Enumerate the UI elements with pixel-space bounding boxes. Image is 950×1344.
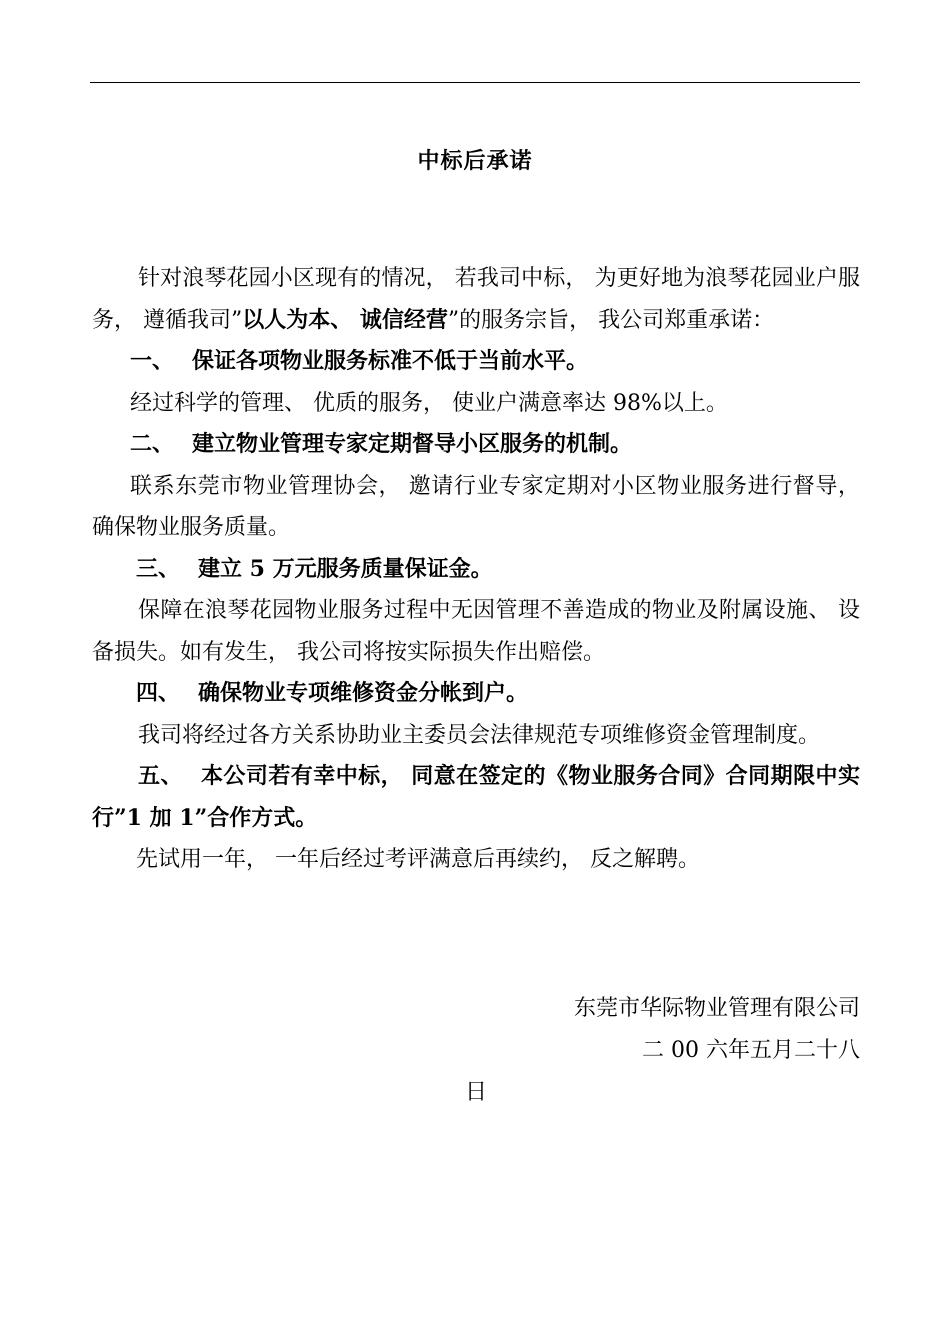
section-2-title: 建立物业管理专家定期督导小区服务的机制。 (192, 431, 633, 457)
section-5-number: 五、 (138, 763, 183, 789)
intro-motto: 以人为本、 诚信经营 (242, 306, 448, 333)
section-5-body: 先试用一年， 一年后经过考评满意后再续约， 反之解聘。 (136, 847, 700, 872)
section-1-number: 一、 (130, 348, 175, 374)
section-5-title: 本公司若有幸中标， 同意在签定的《物业服务合同》合同期限中实行”1 加 1”合作方式。 (92, 763, 860, 831)
intro-text-2: ”的服务宗旨， 我公司郑重承诺： (447, 307, 775, 333)
section-3-number: 三、 (136, 555, 181, 582)
header-rule (90, 82, 860, 83)
signature-company: 东莞市华际物业管理有限公司 (573, 996, 860, 1021)
section-4-body: 我司将经过各方关系协助业主委员会法律规范专项维修资金管理制度。 (138, 722, 821, 748)
section-3-title: 建立 5 万元服务质量保证金。 (198, 555, 493, 582)
signature-date-tail: 日 (465, 1080, 488, 1105)
section-1-body: 经过科学的管理、 优质的服务， 使业户满意率达 98%以上。 (130, 390, 728, 416)
section-2-heading (92, 424, 860, 466)
section-4-heading (92, 673, 860, 715)
document-title: 中标后承诺 (417, 148, 533, 174)
signature-block (574, 988, 860, 1071)
section-1-heading (92, 341, 860, 383)
section-2-body: 联系东莞市物业管理协会， 邀请行业专家定期对小区物业服务进行督导， 确保物业服务质量。 (92, 473, 860, 540)
intro-paragraph (92, 258, 860, 341)
section-1-title: 保证各项物业服务标准不低于当前水平。 (192, 348, 589, 374)
document-body (92, 258, 860, 881)
section-3-body: 保障在浪琴花园物业服务过程中无因管理不善造成的物业及附属设施、 设备损失。如有发生， 我公司将按实际损失作出赔偿。 (92, 598, 860, 665)
intro-text-1: 针对浪琴花园小区现有的情况， 若我司中标， 为更好地为浪琴花园业户服务， 遵循我司” (92, 266, 860, 333)
section-2-number: 二、 (130, 431, 175, 457)
section-4-title: 确保物业专项维修资金分帐到户。 (198, 680, 529, 706)
signature-date: 二 00 六年五月二十八 (642, 1037, 860, 1063)
section-3-heading (92, 549, 860, 591)
section-5-heading (92, 756, 860, 839)
section-4-number: 四、 (136, 680, 181, 706)
